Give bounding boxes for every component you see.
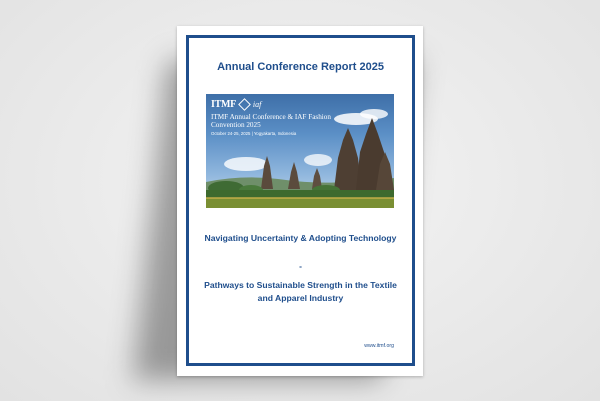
website-link[interactable]: www.itmf.org bbox=[364, 343, 394, 349]
report-title: Annual Conference Report 2025 bbox=[217, 61, 384, 73]
conference-title: ITMF Annual Conference & IAF Fashion Convention 2025 bbox=[211, 113, 331, 129]
report-heading-secondary: Pathways to Sustainable Strength in the Textile and Apparel Industry bbox=[204, 280, 397, 303]
conference-date-location: October 24-25, 2025 | Yogyakarta, Indonesia bbox=[211, 131, 297, 136]
report-heading-primary: Navigating Uncertainty & Adopting Technology bbox=[204, 233, 397, 243]
conference-banner-image bbox=[206, 94, 394, 208]
iaf-logo: iaf bbox=[252, 99, 262, 109]
temple-landscape-illustration bbox=[206, 94, 394, 208]
heading-separator: - bbox=[299, 261, 302, 271]
itmf-logo: ITMF bbox=[211, 98, 236, 110]
page-border-frame bbox=[186, 35, 415, 366]
banner-logos bbox=[211, 98, 261, 110]
iaf-diamond-logo-icon bbox=[238, 98, 251, 111]
report-cover-page bbox=[177, 26, 423, 376]
